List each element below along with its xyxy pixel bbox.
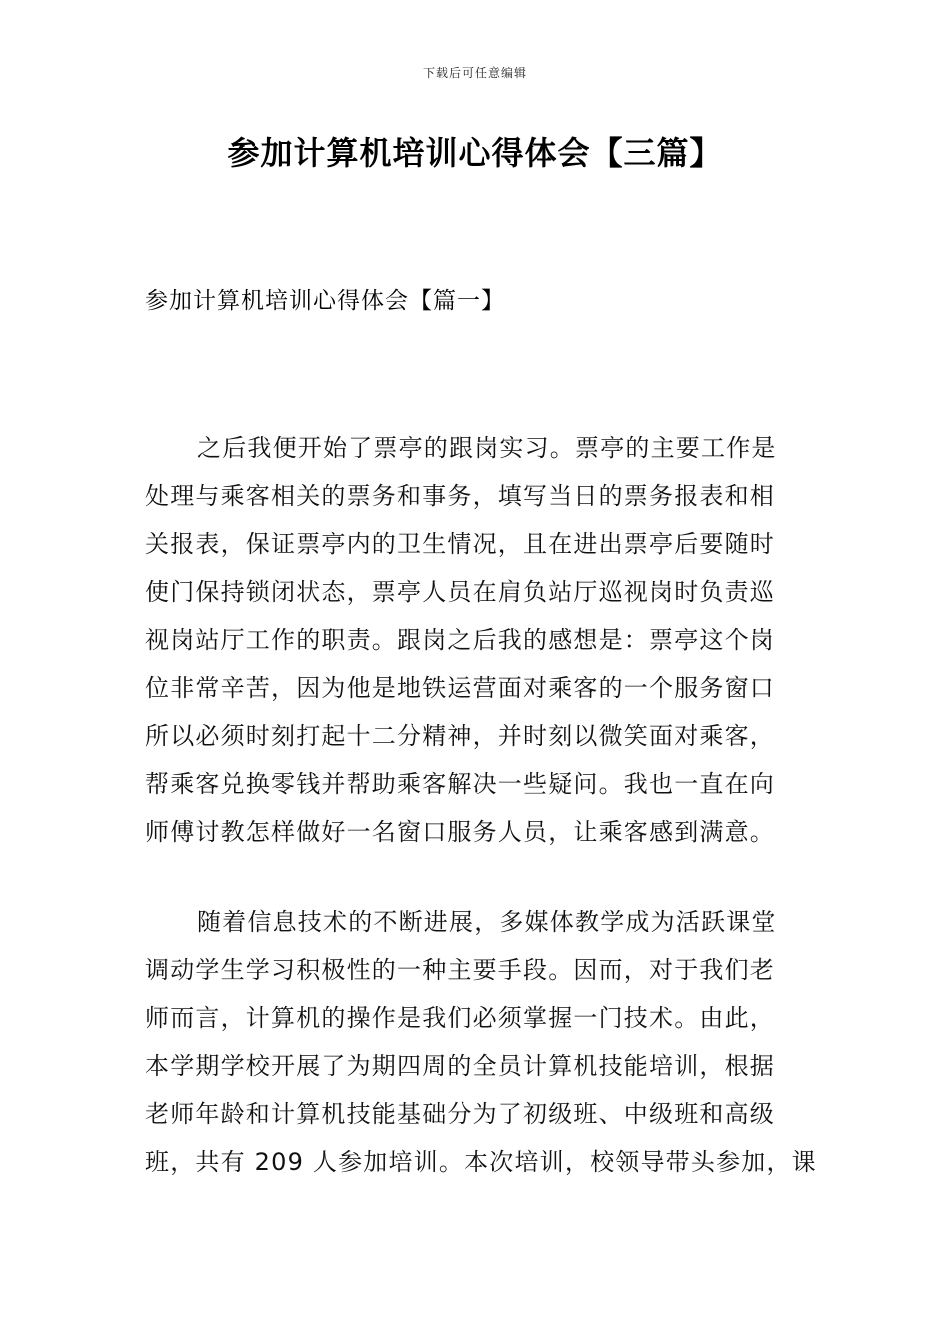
paragraph-line: 调动学生学习积极性的一种主要手段。因而，对于我们老 — [145, 956, 775, 984]
paragraph-line: 视岗站厅工作的职责。跟岗之后我的感想是：票亭这个岗 — [145, 626, 775, 654]
paragraph-2 — [145, 898, 825, 1186]
paragraph-line: 师而言，计算机的操作是我们必须掌握一门技术。由此， — [145, 1004, 775, 1032]
paragraph-line: 处理与乘客相关的票务和事务，填写当日的票务报表和相 — [145, 482, 775, 510]
paragraph-line: 班，共有 209 人参加培训。本次培训，校领导带头参加，课 — [145, 1148, 817, 1176]
header-note: 下载后可任意编辑 — [422, 66, 527, 80]
paragraph-line: 随着信息技术的不断进展，多媒体教学成为活跃课堂 — [197, 908, 777, 936]
paragraph-line: 使门保持锁闭状态，票亭人员在肩负站厅巡视岗时负责巡 — [145, 578, 775, 606]
paragraph-1 — [145, 424, 825, 856]
paragraph-line: 所以必须时刻打起十二分精神，并时刻以微笑面对乘客， — [145, 722, 775, 750]
section-heading: 参加计算机培训心得体会【篇一】 — [145, 288, 505, 314]
paragraph-line: 本学期学校开展了为期四周的全员计算机技能培训，根据 — [145, 1052, 775, 1080]
paragraph-line: 位非常辛苦，因为他是地铁运营面对乘客的一个服务窗口 — [145, 674, 775, 702]
paragraph-line: 关报表，保证票亭内的卫生情况，且在进出票亭后要随时 — [145, 530, 775, 558]
paragraph-line: 老师年龄和计算机技能基础分为了初级班、中级班和高级 — [145, 1100, 775, 1128]
paragraph-line: 师傅讨教怎样做好一名窗口服务人员，让乘客感到满意。 — [145, 818, 775, 846]
document-title: 参加计算机培训心得体会【三篇】 — [227, 134, 723, 172]
paragraph-line: 之后我便开始了票亭的跟岗实习。票亭的主要工作是 — [197, 434, 777, 462]
paragraph-line: 帮乘客兑换零钱并帮助乘客解决一些疑问。我也一直在向 — [145, 770, 775, 798]
